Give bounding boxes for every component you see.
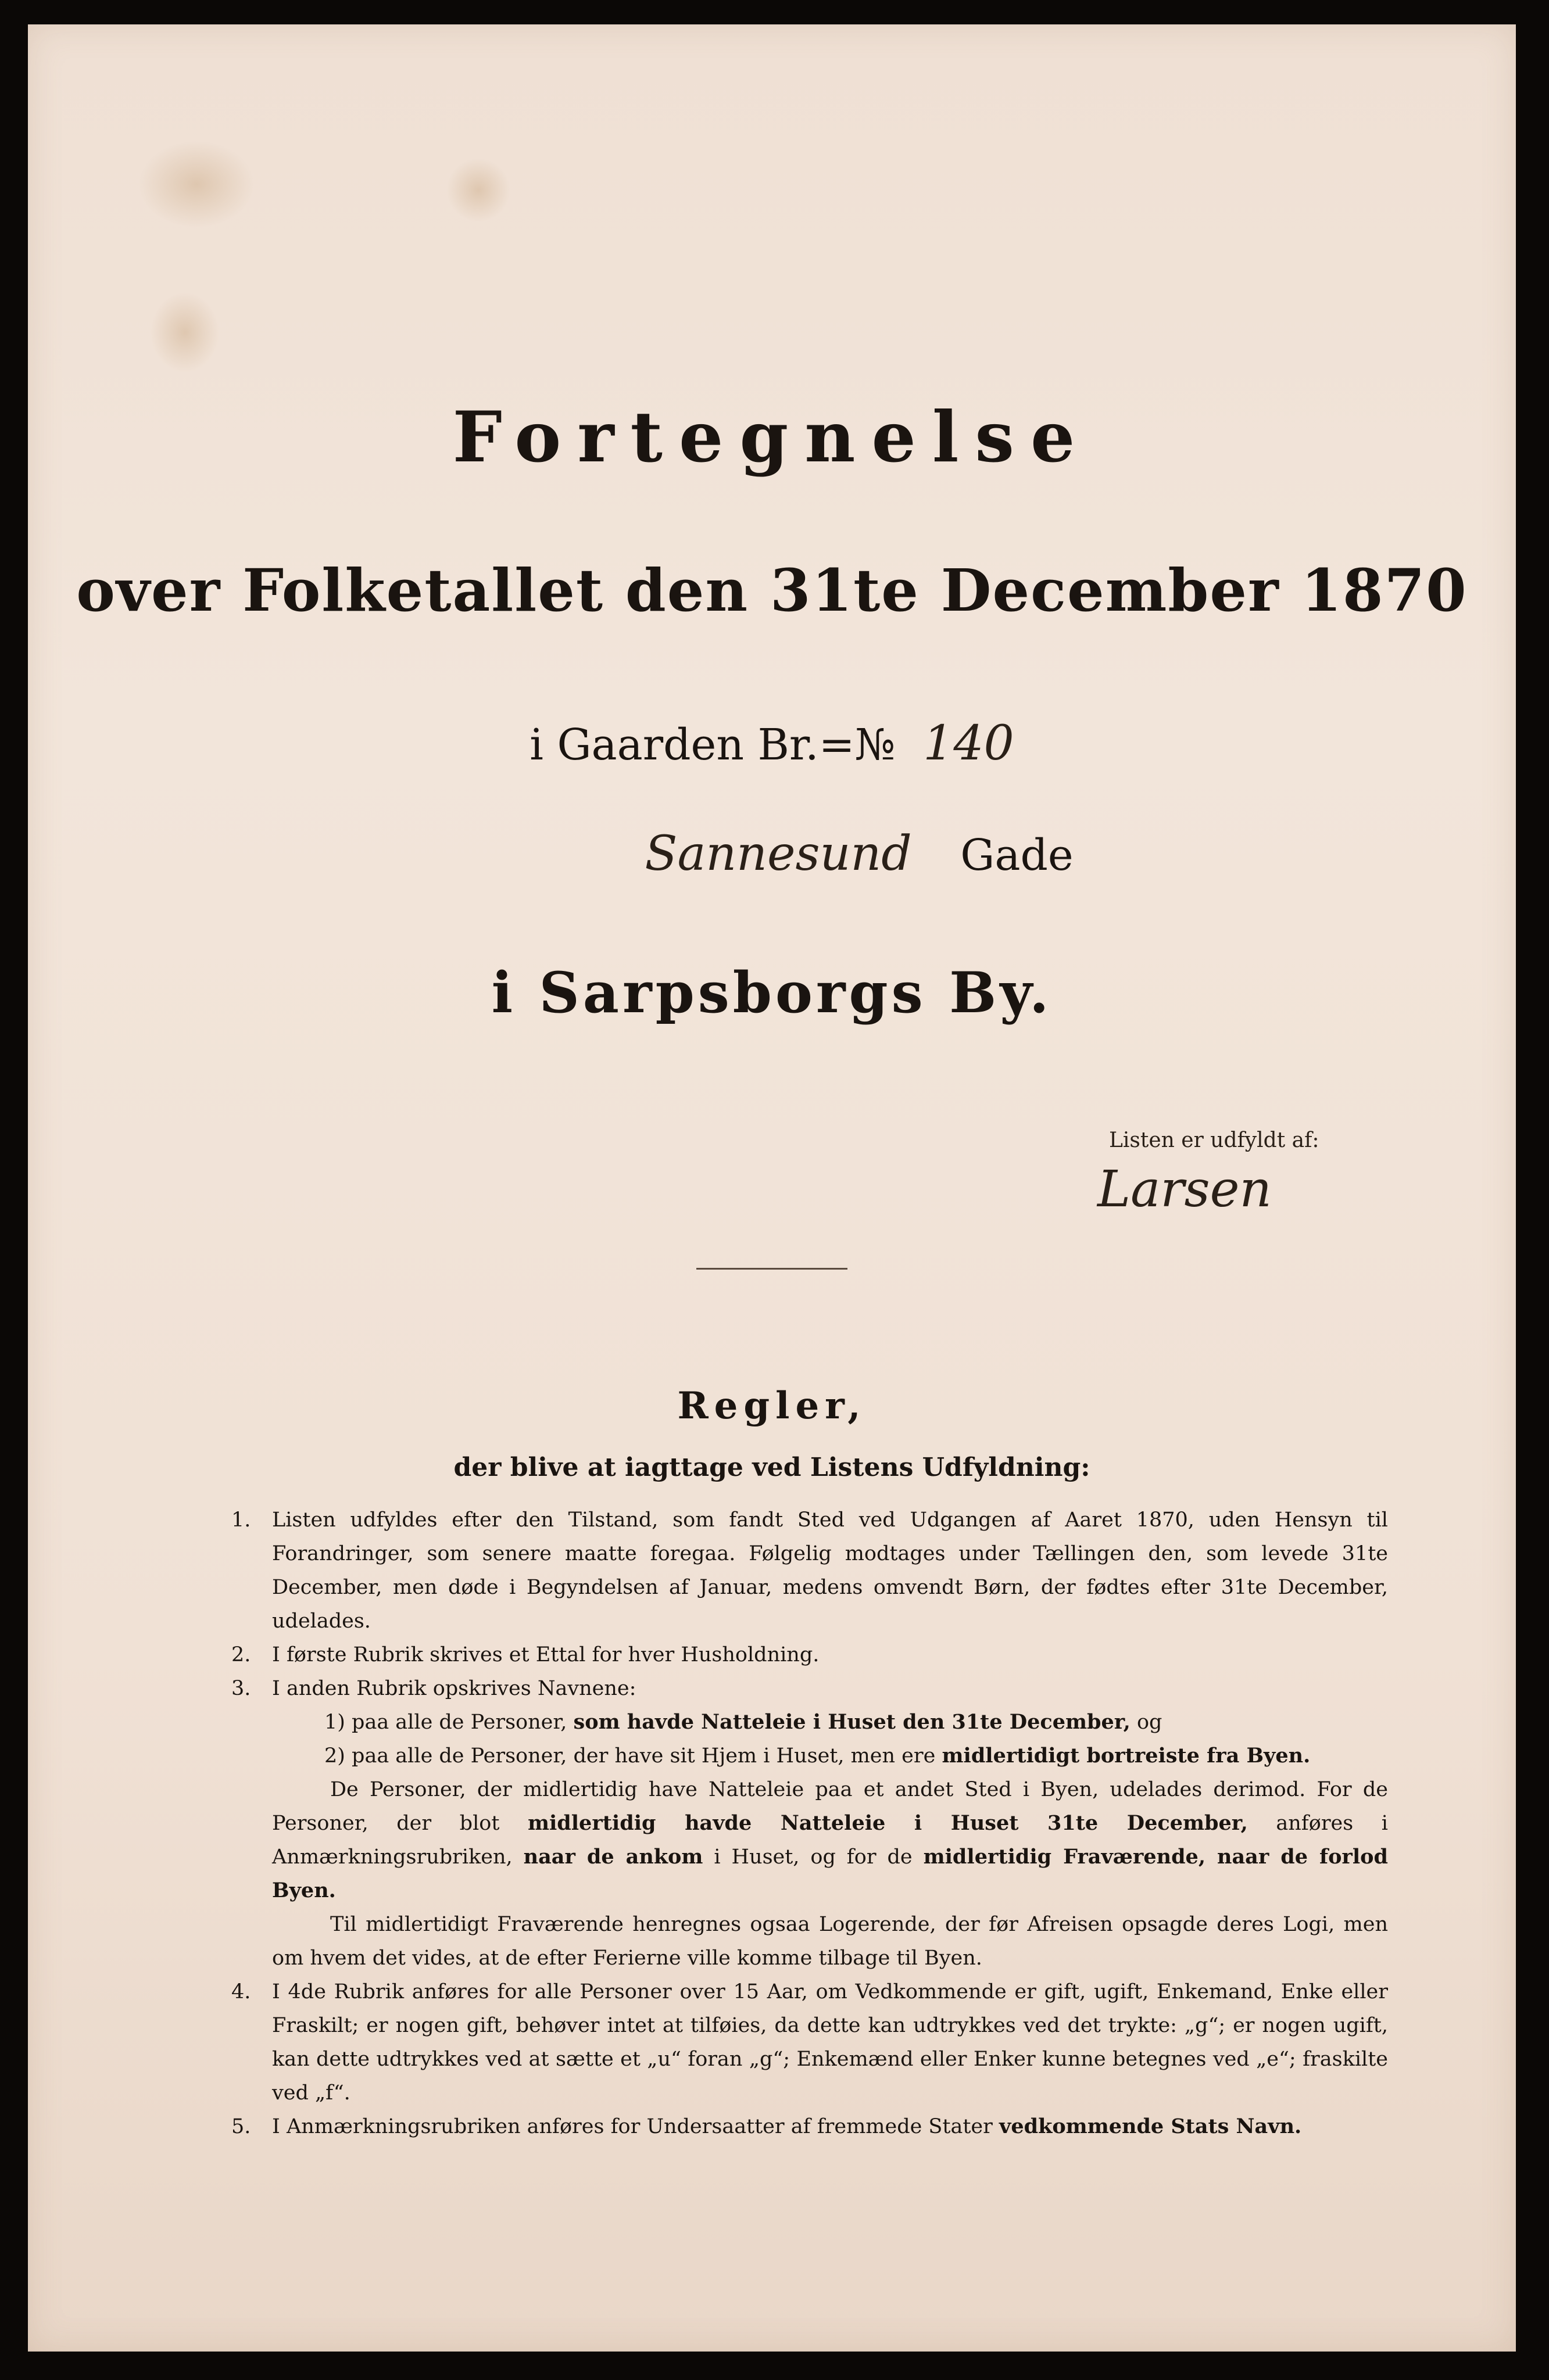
paper-stain — [138, 141, 255, 228]
street-line — [28, 826, 1516, 881]
gaard-label: i Gaarden Br.=№ — [530, 720, 896, 770]
rule-subitem-text: 2) paa alle de Personer, der have sit Hjem i Huset, men ere — [324, 1744, 936, 1768]
rule-paragraph-bold: naar de ankom — [523, 1845, 703, 1869]
rules-subheading: der blive at iagttage ved Listens Udfyldning: — [453, 1453, 1090, 1482]
rule-paragraph-text: i Huset, og for de — [714, 1845, 913, 1869]
rule-number: 2. — [231, 1643, 251, 1666]
rule-paragraph-text: anføres i Anmærkningsrubriken, — [272, 1812, 1388, 1869]
rule-text: Listen udfyldes efter den Tilstand, som fandt Sted ved Udgangen af Aaret 1870, uden Hensyn til Forandringer, som senere maatte foregaa. Følgelig modtages under Tællingen den, som levede 31te December, men døde i Begyndelsen af Januar, medens omvendt Børn, der fødtes efter 31te December, udelades. — [272, 1508, 1388, 1633]
gaard-line — [28, 716, 1516, 771]
rule-text: I anden Rubrik opskrives Navnene: — [272, 1677, 636, 1700]
rule-subitem — [272, 1705, 1388, 1739]
rule-item — [231, 1975, 1388, 2110]
rule-item — [231, 1503, 1388, 1638]
rule-subitem-text: 1) paa alle de Personer, — [324, 1711, 567, 1734]
form-subtitle: over Folketallet den 31te December 1870 — [76, 556, 1468, 625]
rules-heading: Regler, — [677, 1384, 867, 1428]
rule-number: 3. — [231, 1677, 251, 1700]
rule-text: I Anmærkningsrubriken anføres for Undersaatter af fremmede Stater — [272, 2115, 993, 2138]
street-suffix: Gade — [960, 830, 1074, 880]
rule-number: 5. — [231, 2115, 251, 2138]
paper-stain — [150, 292, 220, 373]
rule-subitem-text: og — [1136, 1711, 1162, 1734]
rule-subitem-bold: som havde Natteleie i Huset den 31te December, — [573, 1710, 1131, 1734]
rule-paragraph-bold: midlertidig havde Natteleie i Huset 31te December, — [527, 1811, 1248, 1835]
street-name: Sannesund — [645, 826, 912, 881]
rule-paragraph-text: Til midlertidigt Fraværende henregnes ogsaa Logerende, der før Afreisen opsagde deres Logi, men om hvem det vides, at de efter Ferierne ville komme tilbage til Byen. — [272, 1913, 1388, 1970]
filled-by-label: Listen er udfyldt af: — [1109, 1128, 1319, 1152]
rule-paragraph — [272, 1908, 1388, 1975]
divider — [696, 1268, 847, 1270]
rule-text-bold: vedkommende Stats Navn. — [999, 2114, 1302, 2138]
rule-text: I første Rubrik skrives et Ettal for hver Husholdning. — [272, 1643, 820, 1666]
rule-number: 1. — [231, 1508, 251, 1532]
rule-number: 4. — [231, 1980, 251, 2003]
paper-stain — [446, 158, 510, 222]
rules-list — [231, 1503, 1388, 2144]
rule-text: I 4de Rubrik anføres for alle Personer over 15 Aar, om Vedkommende er gift, ugift, Enkemand, Enke eller Fraskilt; er nogen gift, behøver intet at tilføies, da dette kan udtrykkes ved det trykte: „g“; er nogen ugift, kan dette udtrykkes ved at sætte et „u“ foran „g“; Enkemænd eller Enker kunne betegnes ved „e“; fraskilte ved „f“. — [272, 1980, 1388, 2105]
rule-item — [231, 1672, 1388, 1975]
filled-by-signature: Larsen — [1097, 1160, 1272, 1218]
gaard-number: 140 — [923, 716, 1014, 771]
rule-subitem-bold: midlertidigt bortreiste fra Byen. — [942, 1744, 1311, 1768]
census-form-page — [28, 24, 1516, 2352]
form-title: Fortegnelse — [452, 396, 1092, 478]
rule-item — [231, 2110, 1388, 2144]
rule-item — [231, 1638, 1388, 1672]
rule-paragraph-bold: midlertidig Fraværende, naar de forlod Byen. — [272, 1845, 1388, 1902]
rule-paragraph — [272, 1773, 1388, 1908]
city-line: i Sarpsborgs By. — [491, 960, 1053, 1026]
rule-paragraph-text: De Personer, der midlertidig have Natteleie paa et andet Sted i Byen, udelades derimod. For de Personer, der blot — [272, 1778, 1388, 1835]
rule-subitem — [272, 1739, 1388, 1773]
